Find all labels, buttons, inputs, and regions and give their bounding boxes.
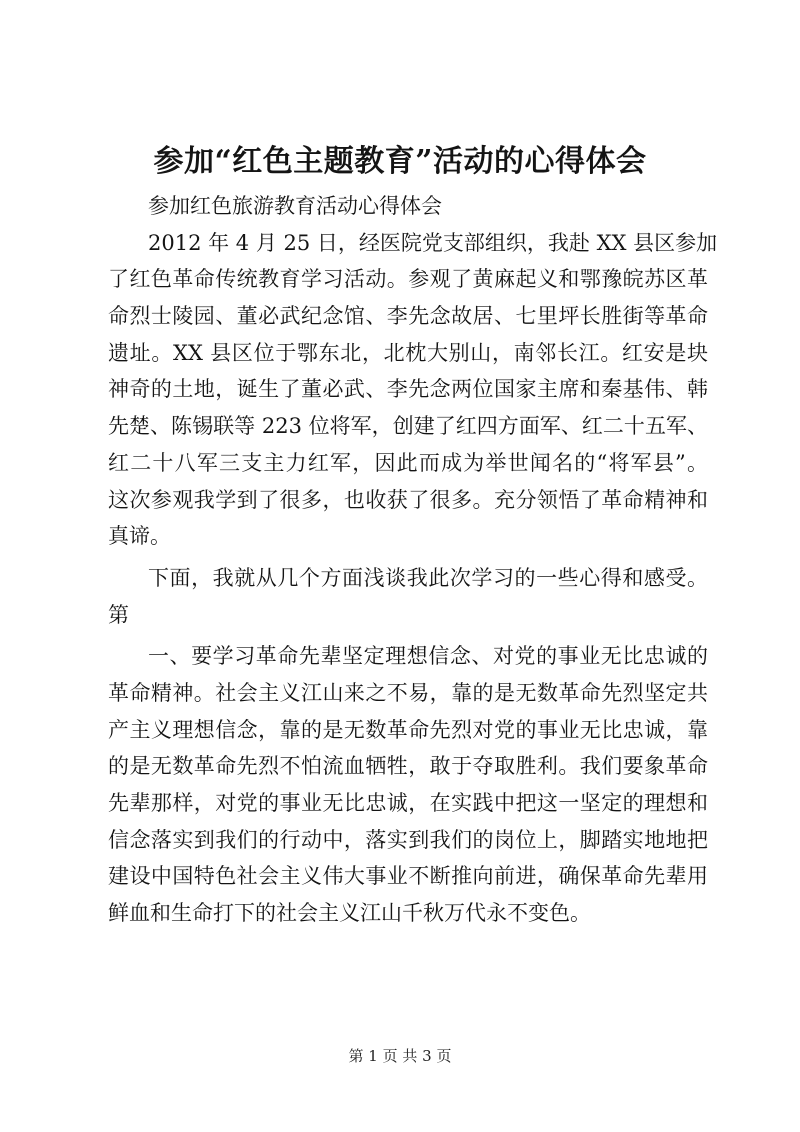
paragraph1-line: 红二十八军三支主力红军，因此而成为举世闻名的“将军县”。 [108, 450, 708, 475]
paragraph1-line: 2012 年 4 月 25 日，经医院党支部组织，我赴 XX 县区参加 [148, 230, 718, 255]
paragraph1-line: 这次参观我学到了很多，也收获了很多。充分领悟了革命精神和 [108, 487, 708, 512]
paragraph1-line: 命烈士陵园、董必武纪念馆、李先念故居、七里坪长胜街等革命 [108, 304, 708, 329]
paragraph3-line: 建设中国特色社会主义伟大事业不断推向前进，确保革命先辈用 [108, 864, 708, 889]
document-title: 参加“红色主题教育”活动的心得体会 [153, 144, 647, 179]
paragraph3-line: 信念落实到我们的行动中，落实到我们的岗位上，脚踏实地地把 [108, 827, 708, 852]
paragraph2-line: 第 [108, 602, 129, 627]
paragraph1-line: 遗址。XX 县区位于鄂东北，北枕大别山，南邻长江。红安是块 [108, 340, 708, 365]
paragraph1-line: 了红色革命传统教育学习活动。参观了黄麻起义和鄂豫皖苏区革 [108, 267, 708, 292]
paragraph2-line: 下面，我就从几个方面浅谈我此次学习的一些心得和感受。 [148, 565, 708, 590]
paragraph3-line: 一、要学习革命先辈坚定理想信念、对党的事业无比忠诚的 [148, 644, 708, 669]
paragraph3-line: 鲜血和生命打下的社会主义江山千秋万代永不变色。 [108, 901, 591, 926]
paragraph1-line: 神奇的土地，诞生了董必武、李先念两位国家主席和秦基伟、韩 [108, 377, 708, 402]
paragraph3-line: 的是无数革命先烈不怕流血牺牲，敢于夺取胜利。我们要象革命 [108, 754, 708, 779]
paragraph1-line: 先楚、陈锡联等 223 位将军，创建了红四方面军、红二十五军、 [108, 414, 708, 439]
page-footer: 第 1 页 共 3 页 [348, 1047, 452, 1065]
paragraph1-line: 真谛。 [108, 524, 171, 549]
paragraph3-line: 产主义理想信念，靠的是无数革命先烈对党的事业无比忠诚，靠 [108, 717, 708, 742]
paragraph3-line: 先辈那样，对党的事业无比忠诚，在实践中把这一坚定的理想和 [108, 791, 708, 815]
document-body [108, 188, 718, 932]
subtitle: 参加红色旅游教育活动心得体会 [148, 194, 442, 218]
paragraph3-line: 革命精神。社会主义江山来之不易，靠的是无数革命先烈坚定共 [108, 680, 708, 705]
